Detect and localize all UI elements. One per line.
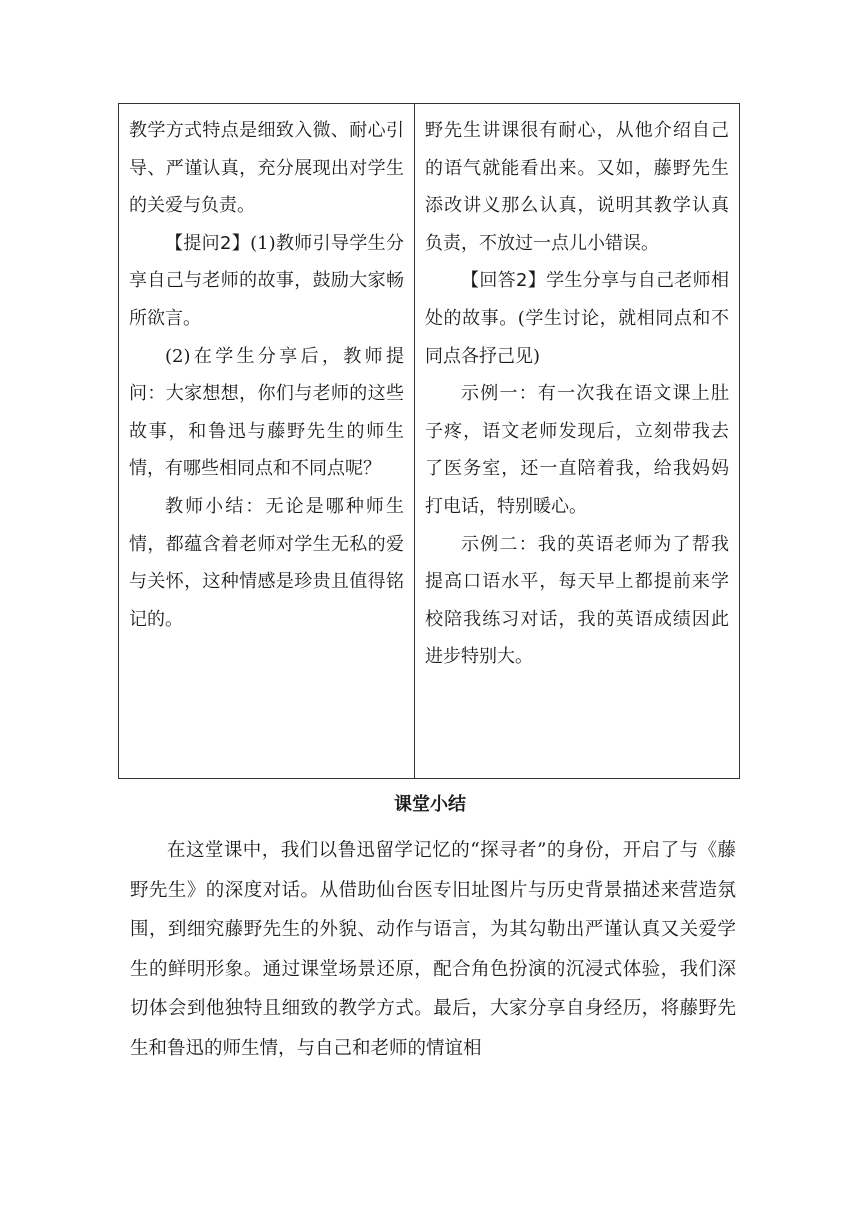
- section-title: 课堂小结: [394, 794, 466, 815]
- summary-paragraph: 在这堂课中，我们以鲁迅留学记忆的“探寻者”的身份，开启了与《藤野先生》的深度对话。从借助仙台医专旧址图片与历史背景描述来营造氛围，到细究藤野先生的外貌、动作与语言，为其勾勒出严谨认真又关爱学生的鲜明形象。通过课堂场景还原，配合角色扮演的沉浸式体验，我们深切体会到他独特且细致的教学方式。最后，大家分享自身经历，将藤野先生和鲁迅的师生情，与自己和老师的情谊相: [130, 840, 736, 1059]
- paragraph-text: 示例一：有一次我在语文课上肚子疼，语文老师发现后，立刻带我去了医务室，还一直陪着我，给我妈妈打电话，特别暖心。: [425, 383, 729, 517]
- left-paragraph-2: [129, 225, 404, 338]
- right-paragraph-3: [425, 375, 729, 525]
- student-activity-column: [415, 104, 739, 778]
- paragraph-text: 学生分享与自己老师相处的故事。(学生讨论，就相同点和不同点各抒己见): [425, 270, 730, 367]
- right-paragraph-4: [425, 526, 729, 676]
- left-paragraph-3: [129, 338, 404, 488]
- answer-label: 【回答2】: [461, 270, 547, 292]
- paragraph-text: (2)在学生分享后，教师提问：大家想想，你们与老师的这些故事，和鲁迅与藤野先生的师生情，有哪些相同点和不同点呢？: [129, 345, 404, 480]
- paragraph-text: (1)教师引导学生分享自己与老师的故事，鼓励大家畅所欲言。: [129, 232, 404, 329]
- teacher-activity-column: [119, 104, 415, 778]
- paragraph-text: 野先生讲课很有耐心，从他介绍自己的语气就能看出来。又如，藤野先生添改讲义那么认真，说明其教学认真负责，不放过一点儿小错误。: [425, 120, 729, 254]
- right-paragraph-2: [425, 262, 729, 375]
- paragraph-text: 示例二：我的英语老师为了帮我提高口语水平，每天早上都提前来学校陪我练习对话，我的英语成绩因此进步特别大。: [425, 533, 729, 668]
- question-label: 【提问2】: [165, 232, 251, 254]
- right-paragraph-1: [425, 112, 729, 262]
- paragraph-text: 教学方式特点是细致入微、耐心引导、严谨认真，充分展现出对学生的关爱与负责。: [129, 120, 404, 217]
- left-paragraph-4: [129, 488, 404, 638]
- left-paragraph-1: [129, 112, 404, 225]
- paragraph-text: 教师小结：无论是哪种师生情，都蕴含着老师对学生无私的爱与关怀，这种情感是珍贵且值得铭记的。: [129, 495, 404, 630]
- lesson-table: [118, 103, 740, 779]
